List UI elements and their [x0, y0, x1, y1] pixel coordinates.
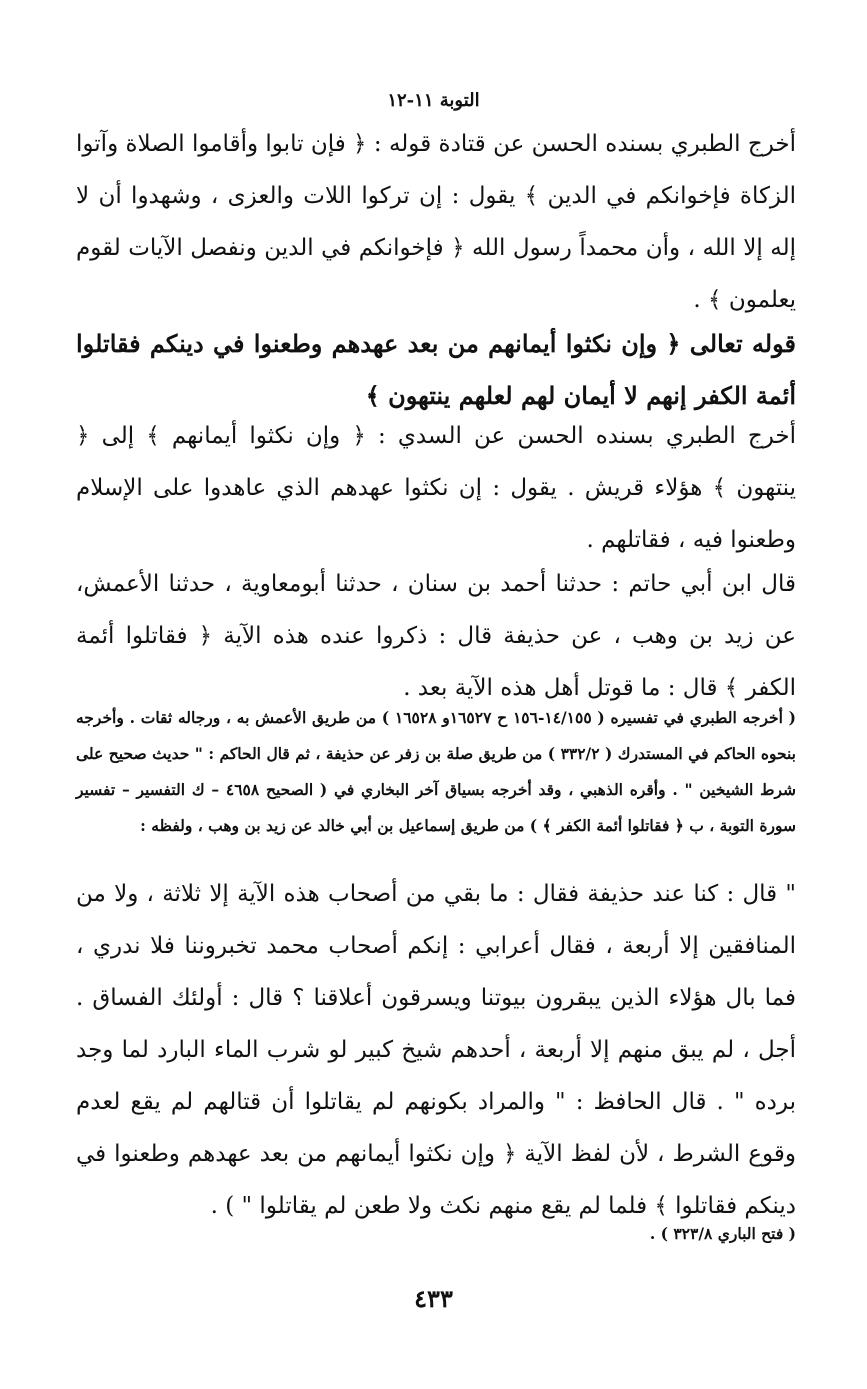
- running-header: التوبة ١١-١٢: [387, 90, 480, 111]
- verse-heading: قوله تعالى ﴿ وإن نكثوا أيمانهم من بعد عهدهم وطعنوا في دينكم فقاتلوا أئمة الكفر إنهم لا أيمان لهم لعلهم ينتهون ﴾: [76, 329, 796, 410]
- paragraph-hudhayfa-narration: " قال : كنا عند حذيفة فقال : ما بقي من أصحاب هذه الآية إلا ثلاثة ، ولا من المنافقين إلا أربعة ، فقال أعرابي : إنكم أصحاب محمد تخبروننا فلا ندري ، فما بال هؤلاء الذين يبقرون بيوتنا ويسرقون أعلاقنا ؟ قال : أولئك الفساق . أجل ، لم يبق منهم إلا أربعة ، أحدهم شيخ كبير لو شرب الماء البارد لما وجد برده " . قال الحافظ : " والمراد بكونهم لم يقاتلوا أن قتالهم لم يقع لعدم وقوع الشرط ، لأن لفظ الآية ﴿ وإن نكثوا أيمانهم من بعد عهدهم وطعنوا في دينكم فقاتلوا ﴾ فلما لم يقع منهم نكث ولا طعن لم يقاتلوا " ) .: [76, 881, 796, 1219]
- paragraph-suddi: أخرج الطبري بسنده الحسن عن السدي : ﴿ وإن نكثوا أيمانهم ﴾ إلى ﴿ ينتهون ﴾ هؤلاء قريش . يقول : إن نكثوا عهدهم الذي عاهدوا على الإسلام وطعنوا فيه ، فقاتلهم .: [76, 423, 796, 553]
- page-number: ٤٣٣: [414, 1284, 453, 1313]
- paragraph-qatada: أخرج الطبري بسنده الحسن عن قتادة قوله : ﴿ فإن تابوا وأقاموا الصلاة وآتوا الزكاة فإخوانكم في الدين ﴾ يقول : إن تركوا اللات والعزى ، وشهدوا أن لا إله إلا الله ، وأن محمداً رسول الله ﴿ فإخوانكم في الدين ونفصل الآيات لقوم يعلمون ﴾ .: [76, 131, 796, 313]
- takhrij-note: ( أخرجه الطبري في تفسيره ( ١٤/١٥٥-١٥٦ ح ١٦٥٢٧و ١٦٥٢٨ ) من طريق الأعمش به ، ورجاله ثقات . وأخرجه بنحوه الحاكم في المستدرك ( ٣٣٢/٢ ) من طريق صلة بن زفر عن حذيفة ، ثم قال الحاكم : " حديث صحيح على شرط الشيخين " . وأقره الذهبي ، وقد أخرجه بسياق آخر البخاري في ( الصحيح ٤٦٥٨ – ك التفسير – تفسير سورة التوبة ، ب ﴿ فقاتلوا أئمة الكفر ﴾ ) من طريق إسماعيل بن أبي خالد عن زيد بن وهب ، ولفظه :: [76, 708, 796, 835]
- paragraph-ibn-abi-hatim: قال ابن أبي حاتم : حدثنا أحمد بن سنان ، حدثنا أبومعاوية ، حدثنا الأعمش، عن زيد بن وهب ، عن حذيفة قال : ذكروا عنده هذه الآية ﴿ فقاتلوا أئمة الكفر ﴾ قال : ما قوتل أهل هذه الآية بعد .: [76, 571, 796, 701]
- fath-al-bari-reference: ( فتح الباري ٣٢٣/٨ ) .: [649, 1224, 796, 1243]
